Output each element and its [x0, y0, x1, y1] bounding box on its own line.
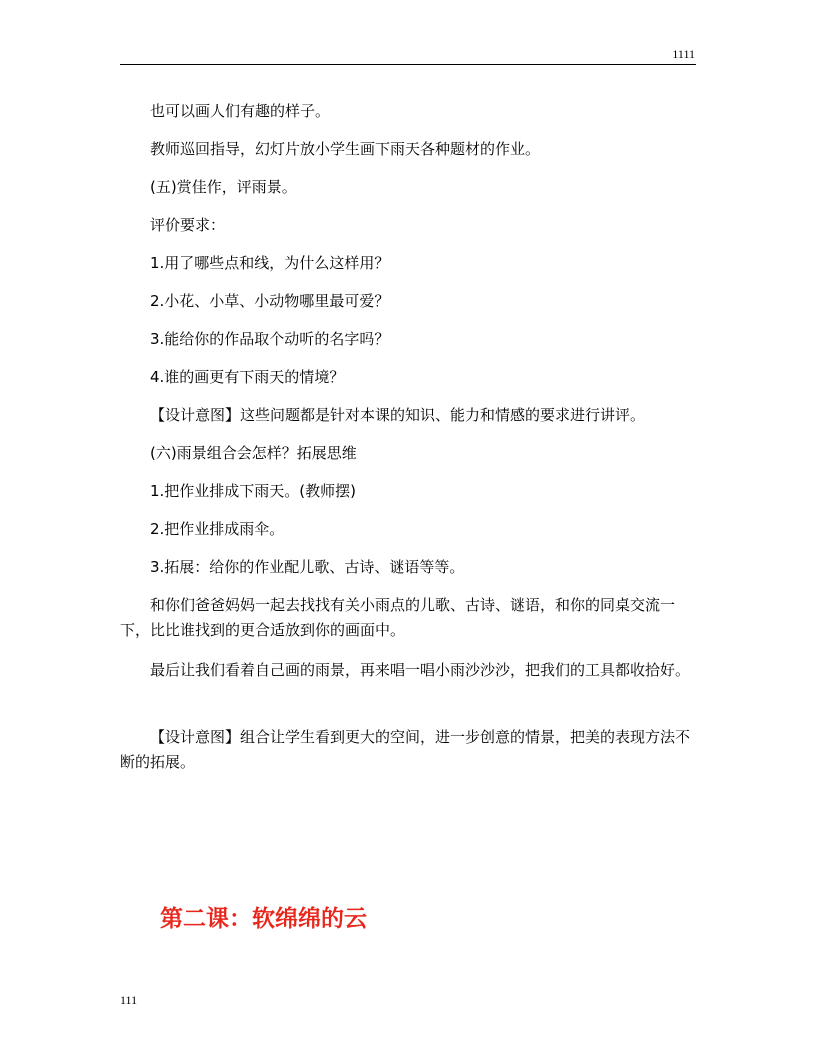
paragraph-14: 和你们爸爸妈妈一起去找找有关小雨点的儿歌、古诗、谜语，和你的同桌交流一下，比比谁找到的更合适放到你的画面中。 [120, 596, 676, 639]
paragraph-12: 2.把作业排成雨伞。 [150, 520, 285, 538]
paragraph-5: 1.用了哪些点和线，为什么这样用？ [150, 254, 390, 272]
paragraph-15: 最后让我们看着自己画的雨景，再来唱一唱小雨沙沙沙，把我们的工具都收拾好。 [150, 661, 691, 679]
paragraph-13: 3.拓展：给你的作业配儿歌、古诗、谜语等等。 [150, 558, 465, 576]
lesson-title: 第二课：软绵绵的云 [160, 905, 367, 932]
paragraph-10: (六)雨景组合会怎样？拓展思维 [150, 444, 357, 462]
paragraph-2: 教师巡回指导，幻灯片放小学生画下雨天各种题材的作业。 [150, 140, 541, 158]
paragraph-11: 1.把作业排成下雨天。(教师摆) [150, 482, 357, 500]
footer-page-number: 111 [120, 993, 138, 1007]
paragraph-4: 评价要求： [150, 216, 226, 234]
paragraph-7: 3.能给你的作品取个动听的名字吗？ [150, 330, 390, 348]
paragraph-16: 【设计意图】组合让学生看到更大的空间，进一步创意的情景，把美的表现方法不断的拓展。 [120, 728, 691, 771]
paragraph-6: 2.小花、小草、小动物哪里最可爱？ [150, 292, 390, 310]
header-page-number: 1111 [672, 47, 695, 61]
paragraph-9: 【设计意图】这些问题都是针对本课的知识、能力和情感的要求进行讲评。 [150, 406, 646, 424]
paragraph-1: 也可以画人们有趣的样子。 [150, 102, 331, 120]
paragraph-8: 4.谁的画更有下雨天的情境？ [150, 368, 345, 386]
header-rule [120, 64, 696, 65]
paragraph-3: (五)赏佳作，评雨景。 [150, 178, 297, 196]
